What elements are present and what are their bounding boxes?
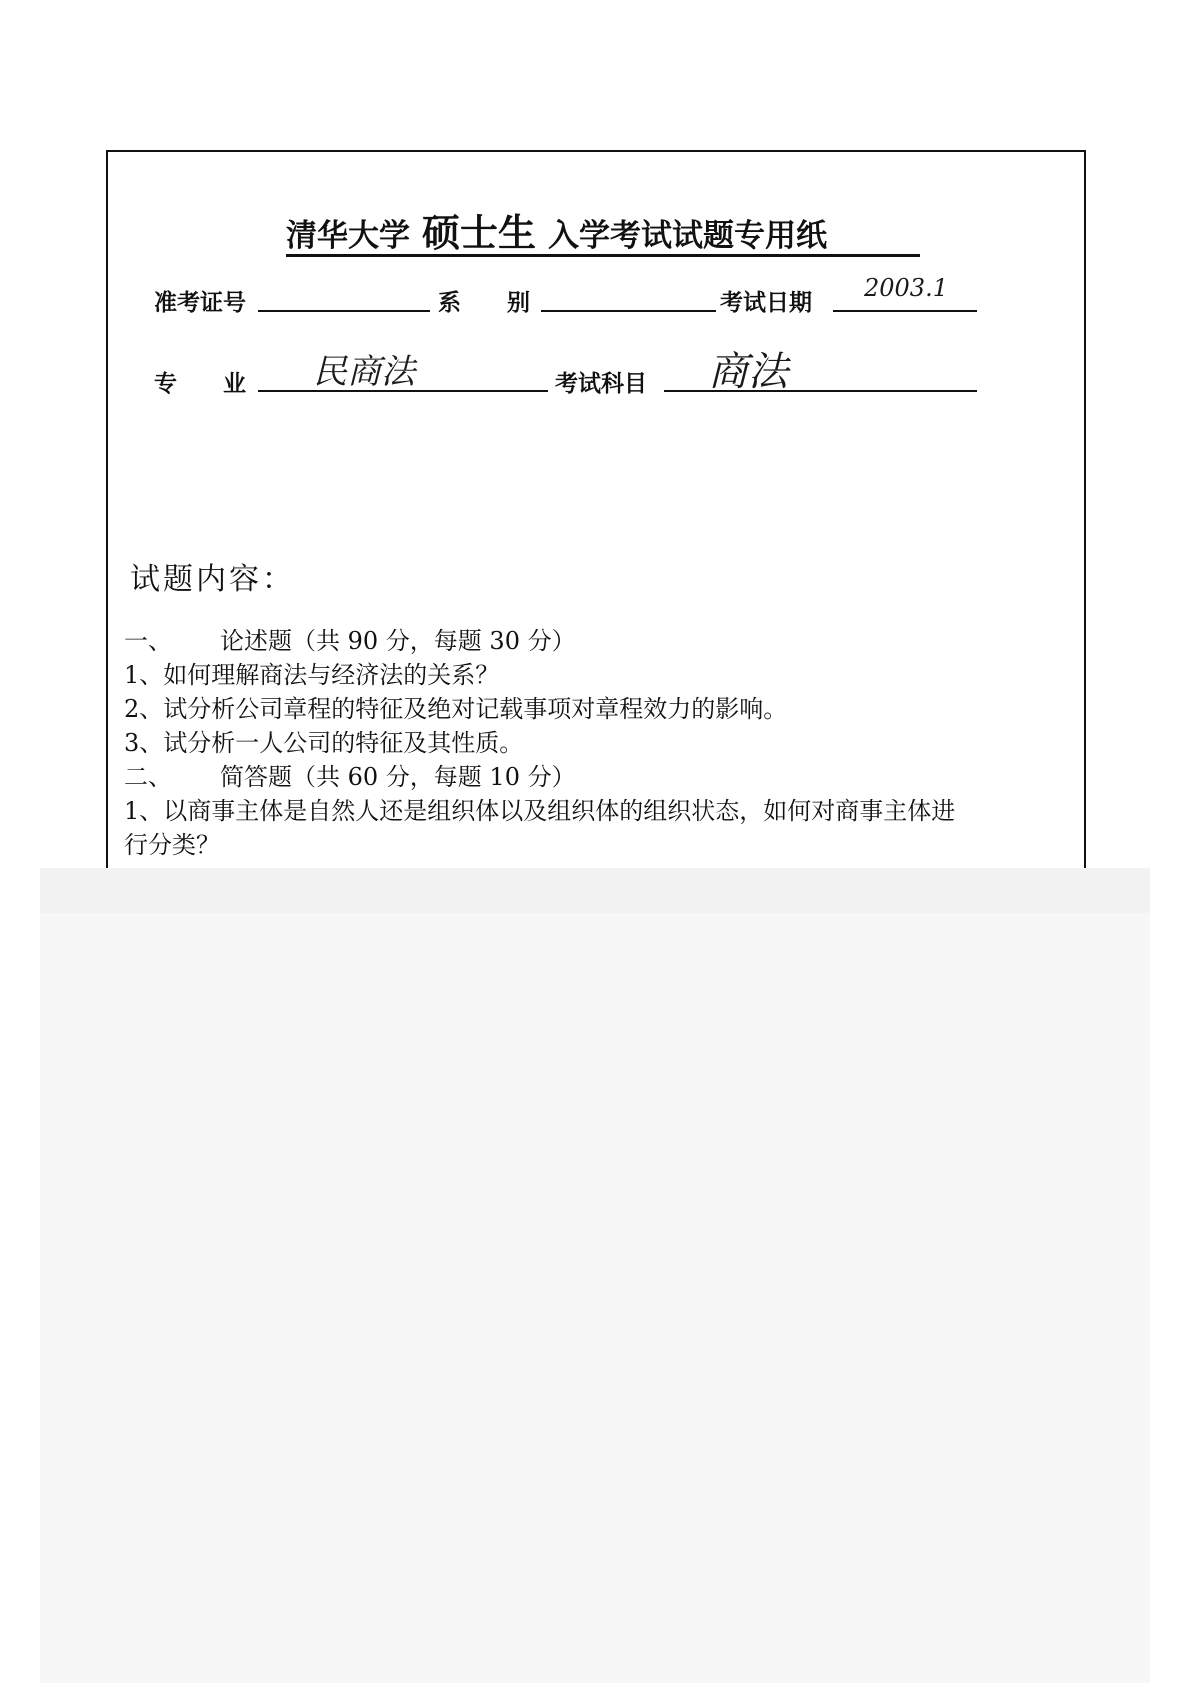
admission-no-line [258, 310, 430, 312]
question-item: 1、如何理解商法与经济法的关系？ [124, 661, 500, 689]
question-item: 2、试分析公司章程的特征及绝对记载事项对章程效力的影响。 [124, 695, 788, 723]
document-title [286, 202, 920, 257]
section-number: 一、 [124, 627, 172, 655]
subject-label: 考试科目 [555, 371, 647, 397]
admission-no-label: 准考证号 [154, 290, 246, 316]
section-heading [124, 762, 576, 792]
content-heading: 试题内容： [130, 562, 295, 597]
subject-handwritten: 商法 [708, 349, 788, 395]
question-item-continued: 行分类？ [124, 831, 220, 859]
major-handwritten: 民商法 [313, 352, 415, 392]
exam-sheet [106, 150, 1086, 868]
question-item: 1、以商事主体是自然人还是组织体以及组织体的组织状态，如何对商事主体进 [124, 797, 956, 825]
title-university: 清华大学 [286, 218, 410, 254]
section-title: 简答题（共 60 分，每题 10 分） [220, 763, 576, 791]
section-title: 论述题（共 90 分，每题 30 分） [220, 627, 576, 655]
question-item: 3、试分析一人公司的特征及其性质。 [124, 729, 524, 757]
department-line [541, 310, 716, 312]
title-degree: 硕士生 [422, 211, 537, 255]
scan-shade-strip [40, 868, 1150, 913]
exam-date-label: 考试日期 [720, 290, 812, 316]
department-label: 系 别 [438, 290, 530, 316]
section-heading [124, 626, 576, 656]
section-number: 二、 [124, 763, 172, 791]
exam-date-line [833, 310, 977, 312]
major-label: 专 业 [154, 371, 246, 397]
title-paper-type: 入学考试试题专用纸 [548, 218, 828, 254]
exam-date-handwritten: 2003.1 [864, 274, 948, 302]
blank-lower-area [40, 868, 1150, 1683]
